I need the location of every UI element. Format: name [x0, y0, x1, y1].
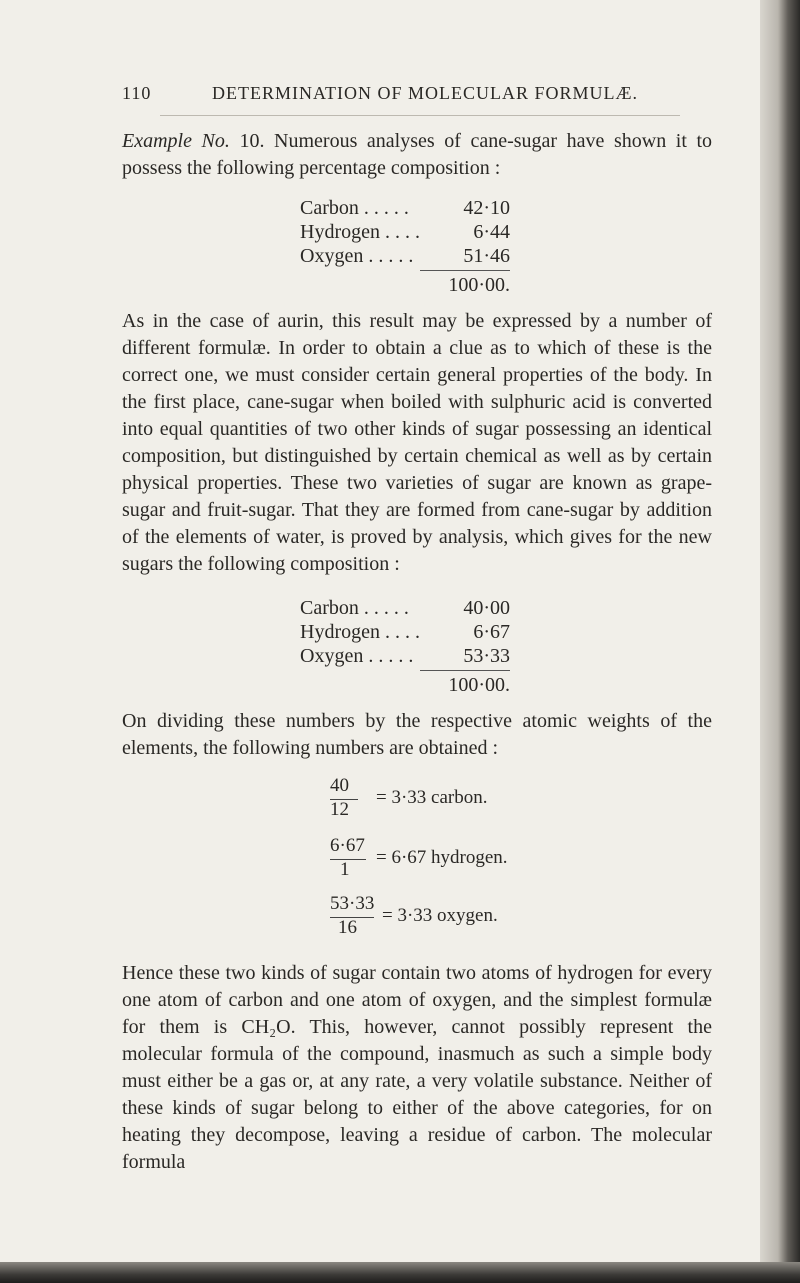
body-paragraph-4: Hence these two kinds of sugar contain two atoms of hydrogen for every one atom of carbon and one atom of oxygen, and the simplest formulæ for them is CH₂O. This, however, cannot possibly represent the molecular formula of the compound, inasmuch as such a simple body must either be a gas or, at any rate, a very volatile substance. Neither of these kinds of sugar belong to either of the above categories, for on heating they decompose, leaving a residue of carbon. The molecular formula	[122, 962, 712, 1173]
page-number: 110	[122, 83, 152, 103]
page-bottom-shadow	[0, 1262, 800, 1283]
body-paragraph-3: On dividing these numbers by the respective atomic weights of the elements, the following numbers are obtained :	[122, 710, 712, 759]
body-paragraph-2: As in the case of aurin, this result may be expressed by a number of different formulæ. In order to obtain a clue as to which of these is the correct one, we must consider certain general properties of the body. In the first place, cane-sugar when boiled with sulphuric acid is converted into equal quantities of two other kinds of sugar possessing an identical composition, but distinguished by certain chemical as well as by certain physical properties. These two varieties of sugar are known as grape-sugar and fruit-sugar. That they are formed from cane-sugar by addition of the elements of water, is proved by analysis, which gives for the new sugars the following composition :	[122, 310, 712, 575]
page-edge-shadow	[760, 0, 800, 1283]
header-rule	[160, 115, 680, 116]
example-text: 10. Numerous analyses of cane-sugar have shown it to possess the following percentage composition :	[122, 130, 713, 179]
running-title: DETERMINATION OF MOLECULAR FORMULÆ.	[212, 83, 639, 103]
table-total: 100·00.	[420, 670, 510, 697]
example-lead: Example No.	[122, 130, 230, 152]
table-total: 100·00.	[420, 270, 510, 297]
running-header	[122, 83, 722, 111]
example-paragraph	[122, 128, 712, 182]
